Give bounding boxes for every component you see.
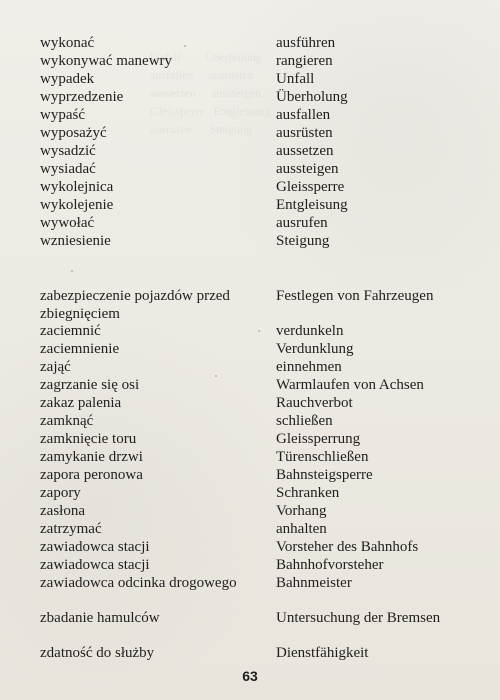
german-term: ausfallen <box>276 107 331 123</box>
polish-term: zaciemnienie <box>40 341 120 357</box>
polish-term: zapory <box>40 485 81 501</box>
german-term: rangieren <box>276 53 333 69</box>
dictionary-entry <box>0 466 500 486</box>
german-term: ausführen <box>276 35 336 51</box>
dictionary-entry <box>0 287 500 325</box>
german-term: Bahnhofvorsteher <box>276 557 384 573</box>
german-term: Steigung <box>276 233 330 249</box>
dictionary-entry <box>0 142 500 162</box>
polish-term: zasłona <box>40 503 85 519</box>
polish-term: zabezpieczenie pojazdów przed zbiegnięciem <box>40 288 230 322</box>
german-term: Gleissperrung <box>276 431 361 447</box>
dictionary-entry <box>0 196 500 216</box>
polish-term: zamknięcie toru <box>40 431 137 447</box>
dictionary-entry <box>0 448 500 468</box>
dictionary-entry <box>0 214 500 234</box>
dictionary-entry <box>0 160 500 180</box>
polish-term: wysiadać <box>40 161 96 177</box>
polish-term: zawiadowca odcinka drogowego <box>40 575 237 591</box>
polish-term: wyposażyć <box>40 125 107 141</box>
german-term: Überholung <box>276 89 348 105</box>
polish-term: zatrzymać <box>40 521 102 537</box>
german-term: Verdunklung <box>276 341 354 357</box>
german-term: anhalten <box>276 521 327 537</box>
dictionary-entry <box>0 644 500 664</box>
german-term: Festlegen von Fahrzeugen <box>276 288 434 304</box>
dictionary-entry <box>0 34 500 54</box>
german-term: Türenschließen <box>276 449 369 465</box>
german-term: aussetzen <box>276 143 334 159</box>
german-term: Dienstfähigkeit <box>276 645 369 661</box>
polish-term: zakaz palenia <box>40 395 122 411</box>
dictionary-entry <box>0 178 500 198</box>
polish-term: wypadek <box>40 71 95 87</box>
dictionary-entry <box>0 556 500 576</box>
dictionary-entry <box>0 70 500 90</box>
polish-term: wyprzedzenie <box>40 89 124 105</box>
polish-term: wykolejnica <box>40 179 114 195</box>
polish-term: zdatność do służby <box>40 645 155 661</box>
polish-term: wykonać <box>40 35 95 51</box>
polish-term: zawiadowca stacji <box>40 557 150 573</box>
dictionary-entry <box>0 232 500 252</box>
german-term: schließen <box>276 413 333 429</box>
show-through-texture: Unfall Überholung ausfallen ausrüsten aussetzen aussteigen Gleissperre Entgleisung ausrufen Steigung <box>150 50 271 136</box>
polish-term: zagrzanie się osi <box>40 377 140 393</box>
dictionary-entry <box>0 502 500 522</box>
german-term: Bahnsteigsperre <box>276 467 373 483</box>
dictionary-entry <box>0 124 500 144</box>
dictionary-entry <box>0 484 500 504</box>
dictionary-entry <box>0 52 500 72</box>
dictionary-entry <box>0 106 500 126</box>
german-term: verdunkeln <box>276 323 344 339</box>
polish-term: wypaść <box>40 107 85 123</box>
polish-term: wywołać <box>40 215 95 231</box>
german-term: Vorhang <box>276 503 327 519</box>
polish-term: zbadanie hamulców <box>40 610 160 626</box>
polish-term: wzniesienie <box>40 233 111 249</box>
dictionary-entry <box>0 538 500 558</box>
polish-term: wysadzić <box>40 143 96 159</box>
german-term: Gleissperre <box>276 179 345 195</box>
dictionary-entry <box>0 430 500 450</box>
german-term: aussteigen <box>276 161 339 177</box>
dictionary-entry <box>0 412 500 432</box>
polish-term: wykolejenie <box>40 197 114 213</box>
german-term: Warmlaufen von Achsen <box>276 377 424 393</box>
german-term: Bahnmeister <box>276 575 352 591</box>
dictionary-entry <box>0 394 500 414</box>
page-number: 63 <box>242 668 258 684</box>
dictionary-entry <box>0 88 500 108</box>
german-term: Unfall <box>276 71 315 87</box>
german-term: einnehmen <box>276 359 342 375</box>
german-term: Untersuchung der Bremsen <box>276 610 441 626</box>
dictionary-entry <box>0 609 500 647</box>
polish-term: zająć <box>40 359 71 375</box>
german-term: ausrüsten <box>276 125 333 141</box>
dictionary-entry <box>0 520 500 540</box>
german-term: Schranken <box>276 485 340 501</box>
dictionary-entry <box>0 322 500 342</box>
german-term: Vorsteher des Bahnhofs <box>276 539 419 555</box>
german-term: Rauchverbot <box>276 395 353 411</box>
dictionary-entry <box>0 340 500 360</box>
polish-term: zamknąć <box>40 413 94 429</box>
polish-term: zaciemnić <box>40 323 101 339</box>
dictionary-entry <box>0 574 500 612</box>
german-term: Entgleisung <box>276 197 348 213</box>
dictionary-entry <box>0 376 500 396</box>
polish-term: zapora peronowa <box>40 467 143 483</box>
polish-term: zawiadowca stacji <box>40 539 150 555</box>
german-term: ausrufen <box>276 215 328 231</box>
polish-term: wykonywać manewry <box>40 53 173 69</box>
dictionary-entry <box>0 358 500 378</box>
polish-term: zamykanie drzwi <box>40 449 143 465</box>
